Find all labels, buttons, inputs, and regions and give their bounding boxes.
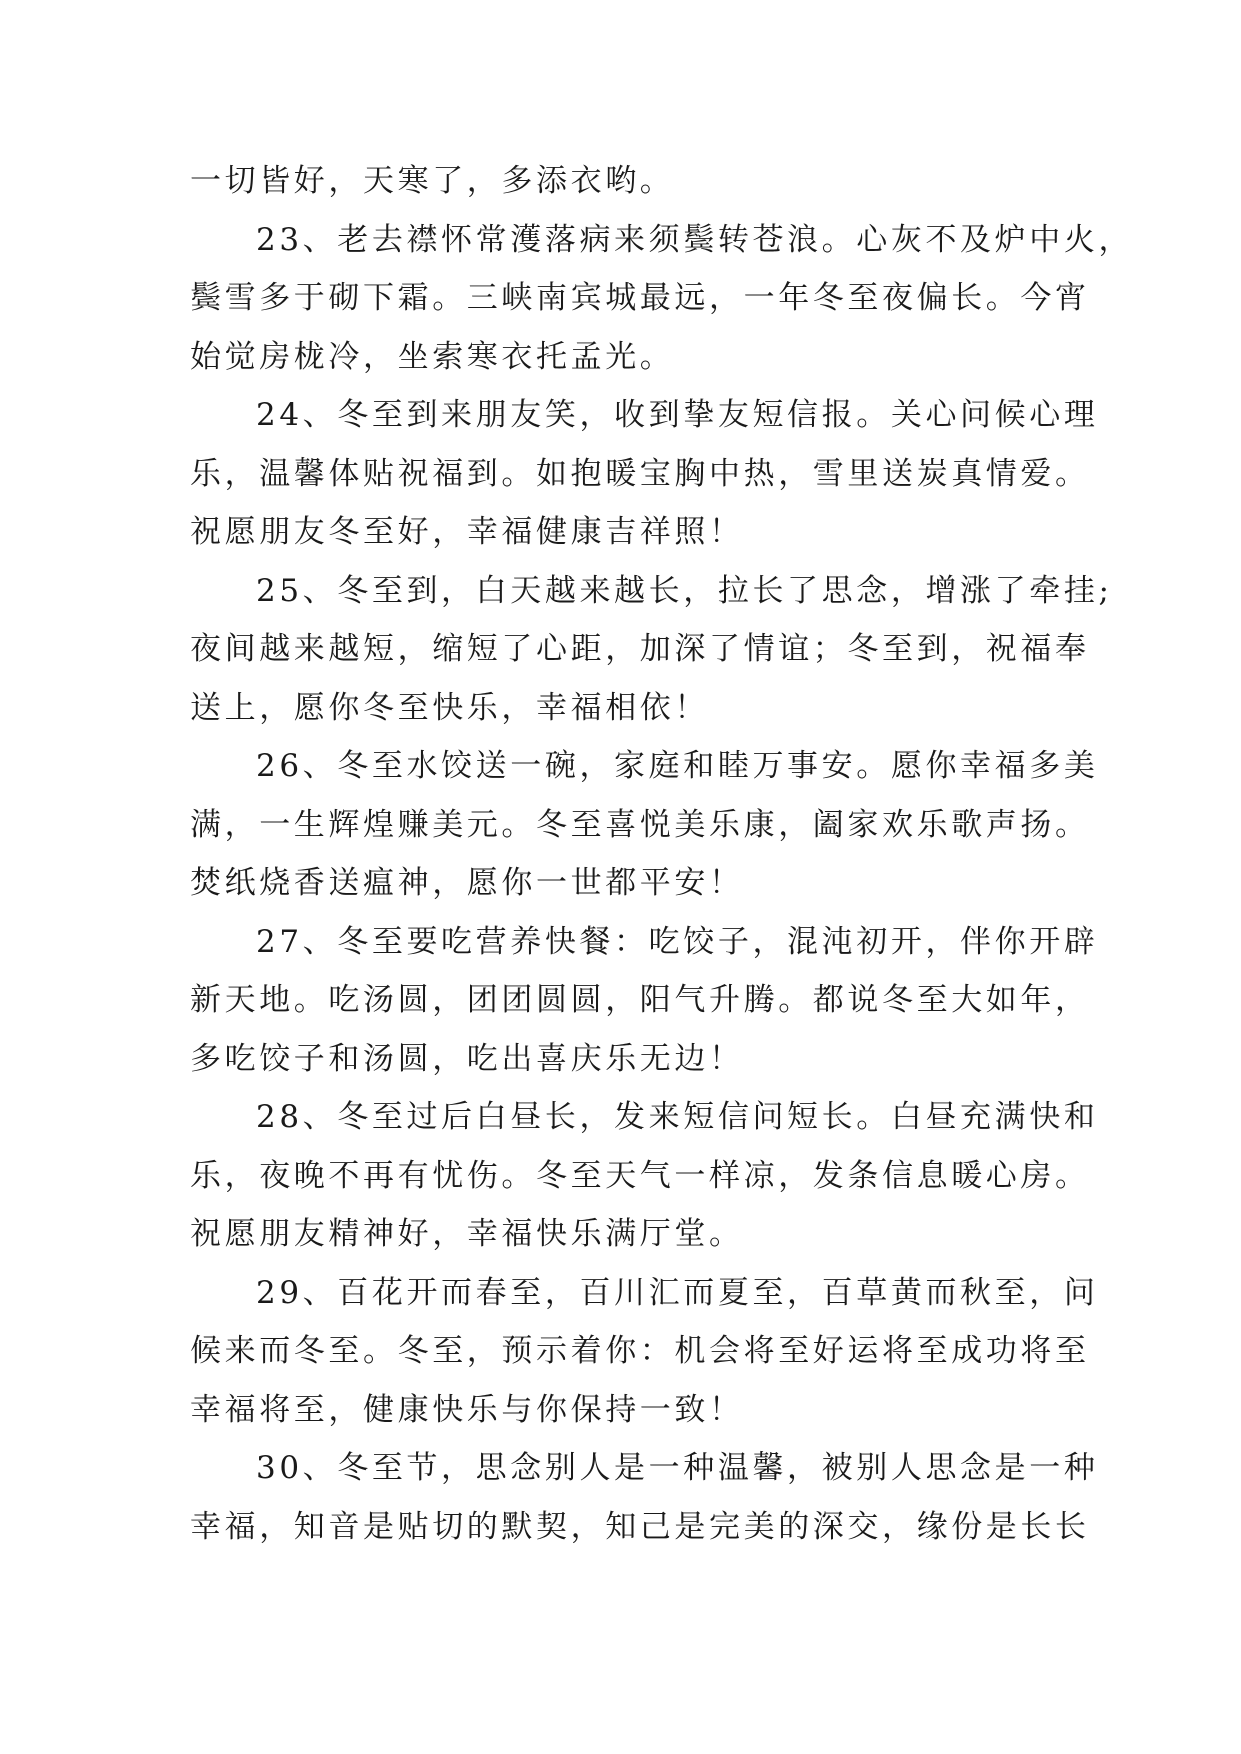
text-line: 28、冬至过后白昼长，发来短信问短长。白昼充满快和 <box>256 1099 1099 1135</box>
text-line: 24、冬至到来朋友笑，收到挚友短信报。关心问候心理 <box>256 397 1099 433</box>
text-line: 焚纸烧香送瘟神，愿你一世都平安！ <box>190 865 744 901</box>
text-line: 祝愿朋友精神好，幸福快乐满厅堂。 <box>190 1216 744 1252</box>
text-line: 27、冬至要吃营养快餐：吃饺子，混沌初开，伴你开辟 <box>256 923 1099 960</box>
text-line: 多吃饺子和汤圆，吃出喜庆乐无边！ <box>190 1040 744 1077</box>
text-line: 乐，夜晚不再有忧伤。冬至天气一样凉，发条信息暖心房。 <box>190 1157 1090 1194</box>
document-body <box>190 152 1134 1556</box>
text-line: 一切皆好，天寒了，多添衣哟。 <box>190 163 675 199</box>
text-line: 夜间越来越短，缩短了心距，加深了情谊；冬至到，祝福奉 <box>190 631 1090 667</box>
text-line: 23、老去襟怀常濩落病来须鬓转苍浪。心灰不及炉中火， <box>256 221 1134 258</box>
text-line: 送上，愿你冬至快乐，幸福相依！ <box>190 689 709 726</box>
text-line: 幸福将至，健康快乐与你保持一致！ <box>190 1391 744 1428</box>
text-line: 候来而冬至。冬至，预示着你：机会将至好运将至成功将至 <box>190 1333 1090 1369</box>
text-line: 满，一生辉煌赚美元。冬至喜悦美乐康，阖家欢乐歌声扬。 <box>190 806 1090 843</box>
text-line: 鬓雪多于砌下霜。三峡南宾城最远，一年冬至夜偏长。今宵 <box>190 280 1090 316</box>
text-line: 30、冬至节，思念别人是一种温馨，被别人思念是一种 <box>256 1450 1099 1486</box>
text-line: 新天地。吃汤圆，团团圆圆，阳气升腾。都说冬至大如年， <box>190 982 1090 1018</box>
text-line: 29、百花开而春至，百川汇而夏至，百草黄而秋至，问 <box>256 1274 1099 1311</box>
text-line: 幸福，知音是贴切的默契，知己是完美的深交，缘份是长长 <box>190 1508 1090 1545</box>
text-line: 26、冬至水饺送一碗，家庭和睦万事安。愿你幸福多美 <box>256 748 1099 784</box>
text-line: 乐，温馨体贴祝福到。如抱暖宝胸中热，雪里送炭真情爱。 <box>190 455 1090 492</box>
text-line: 祝愿朋友冬至好，幸福健康吉祥照！ <box>190 514 744 550</box>
text-line: 25、冬至到，白天越来越长，拉长了思念，增涨了牵挂; <box>256 572 1113 609</box>
text-line: 始觉房栊冷，坐索寒衣托孟光。 <box>190 338 675 375</box>
